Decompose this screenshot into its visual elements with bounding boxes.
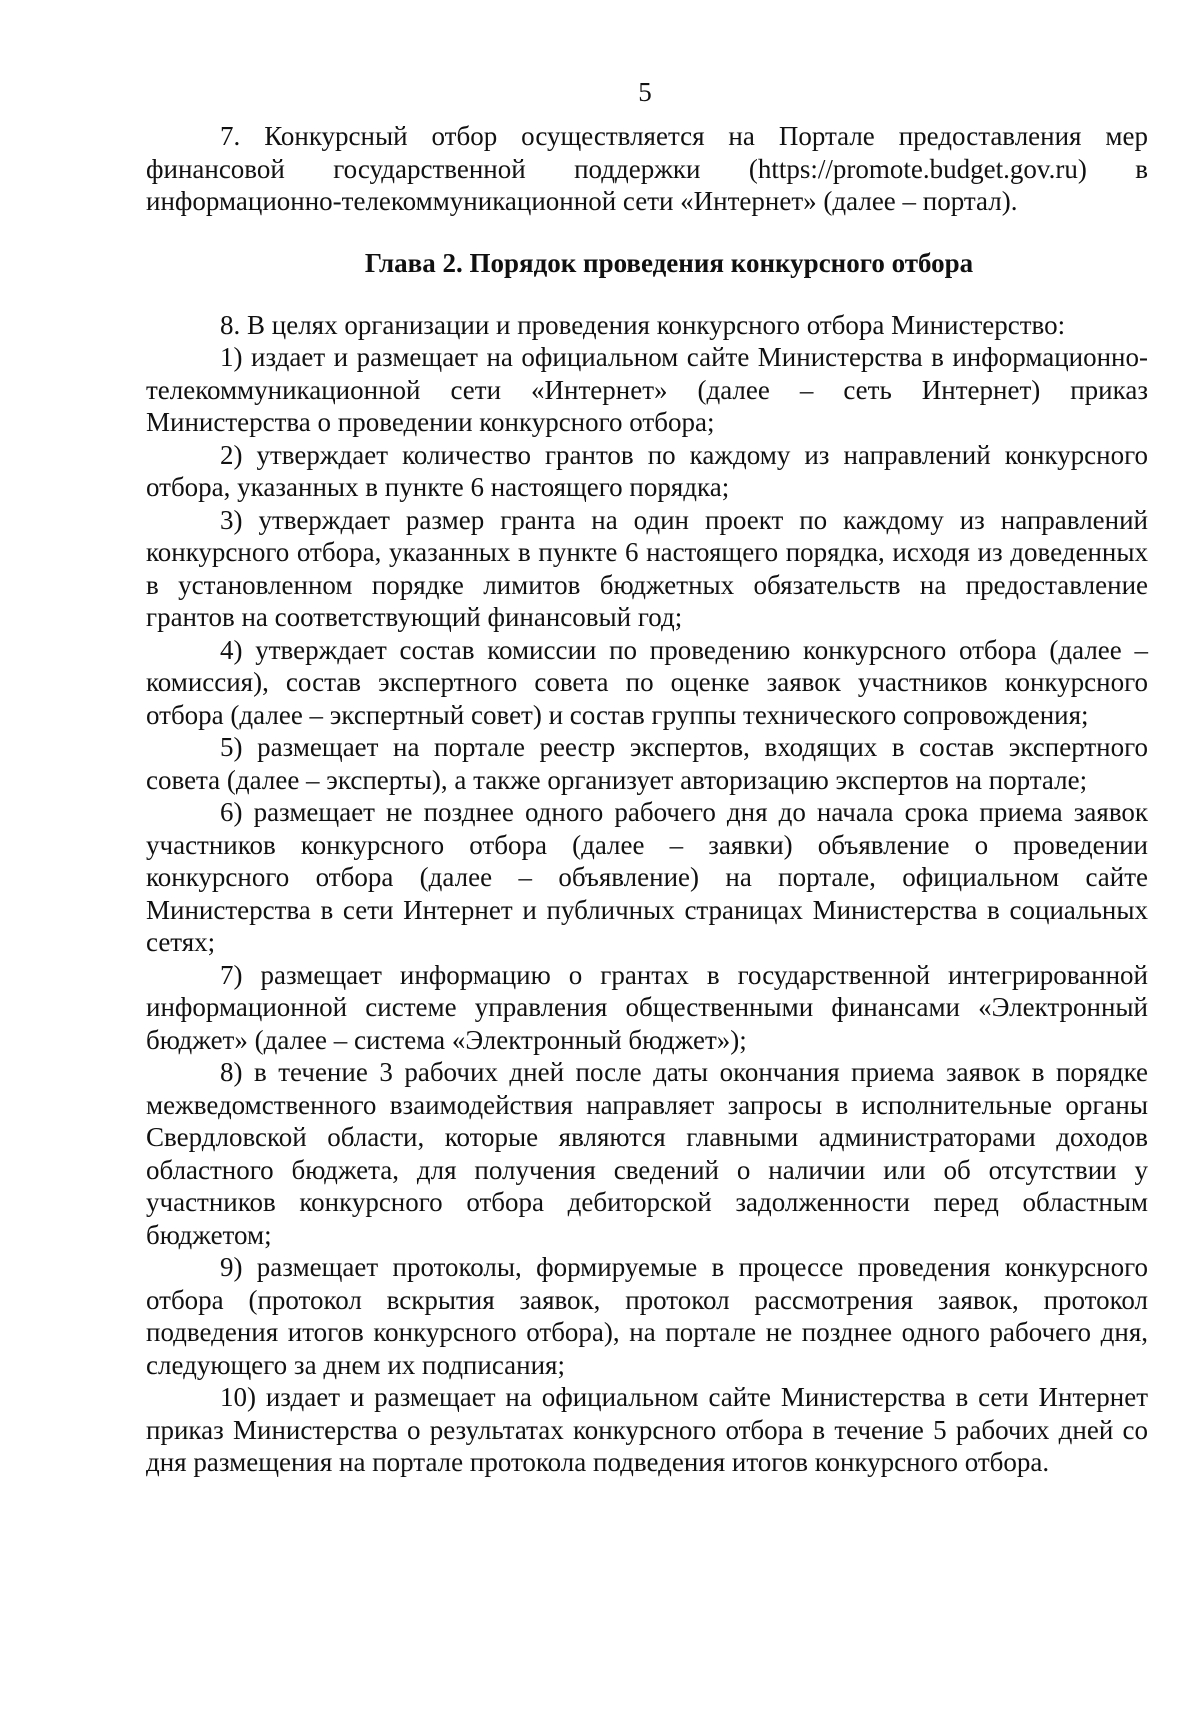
list-item-1: 1) издает и размещает на официальном сайте Министерства в информационно-телекоммуникационной сети «Интернет» (далее – сеть Интернет) приказ Министерства о проведении конкурсного отбора;: [146, 342, 1148, 437]
paragraph-7: 7. Конкурсный отбор осуществляется на Портале предоставления мер финансовой государственной поддержки (https://promote.budget.gov.ru) в информационно-телекоммуникационной сети «Интернет» (далее – портал).: [146, 121, 1148, 216]
list-item-10: 10) издает и размещает на официальном сайте Министерства в сети Интернет приказ Министерства о результатах конкурсного отбора в течение 5 рабочих дней со дня размещения на портале протокола подведения итогов конкурсного отбора.: [146, 1382, 1148, 1477]
document-body: [146, 120, 1148, 1479]
page-number: 5: [638, 77, 652, 107]
list-item-5: 5) размещает на портале реестр экспертов, входящих в состав экспертного совета (далее – эксперты), а также организует авторизацию экспертов на портале;: [146, 732, 1148, 795]
list-item-3: 3) утверждает размер гранта на один проект по каждому из направлений конкурсного отбора, указанных в пункте 6 настоящего порядка, исходя из доведенных в установленном порядке лимитов бюджетных обязательств на предоставление грантов на соответствующий финансовый год;: [146, 504, 1148, 632]
list-item-6: 6) размещает не позднее одного рабочего дня до начала срока приема заявок участников конкурсного отбора (далее – заявки) объявление о проведении конкурсного отбора (далее – объявление) на портале, официальном сайте Министерства в сети Интернет и публичных страницах Министерства в социальных сетях;: [146, 797, 1148, 957]
chapter-heading: Глава 2. Порядок проведения конкурсного отбора: [364, 247, 974, 278]
list-item-9: 9) размещает протоколы, формируемые в процессе проведения конкурсного отбора (протокол вскрытия заявок, протокол рассмотрения заявок, протокол подведения итогов конкурсного отбора), на портале не позднее одного рабочего дня, следующего за днем их подписания;: [146, 1252, 1148, 1380]
list-item-7: 7) размещает информацию о грантах в государственной интегрированной информационной системе управления общественными финансами «Электронный бюджет» (далее – система «Электронный бюджет»);: [146, 959, 1148, 1055]
list-item-4: 4) утверждает состав комиссии по проведению конкурсного отбора (далее – комиссия), состав экспертного совета по оценке заявок участников конкурсного отбора (далее – экспертный совет) и состав группы технического сопровождения;: [146, 634, 1148, 730]
paragraph-8: 8. В целях организации и проведения конкурсного отбора Министерство:: [220, 309, 1066, 340]
list-item-8: 8) в течение 3 рабочих дней после даты окончания приема заявок в порядке межведомственного взаимодействия направляет запросы в исполнительные органы Свердловской области, которые являются главными администраторами доходов областного бюджета, для получения сведений о наличии или об отсутствии у участников конкурсного отбора дебиторской задолженности перед областным бюджетом;: [146, 1057, 1148, 1250]
list-item-2: 2) утверждает количество грантов по каждому из направлений конкурсного отбора, указанных в пункте 6 настоящего порядка;: [146, 439, 1148, 502]
